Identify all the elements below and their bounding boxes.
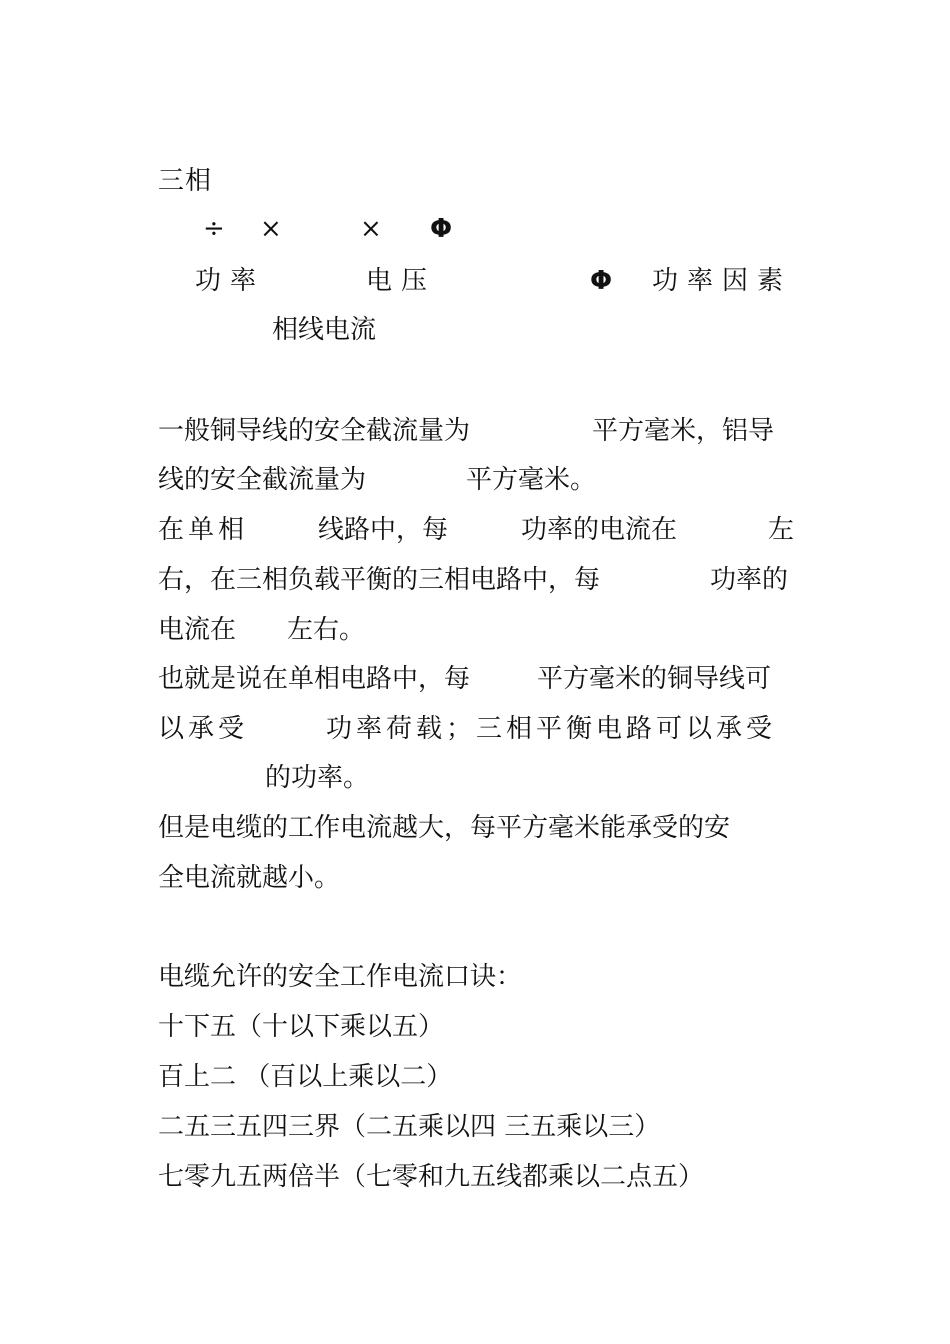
p4-line1: 但是电缆的工作电流越大，每平方毫米能承受的安 — [158, 813, 731, 843]
p4-line2: 全电流就越小。 — [158, 863, 341, 893]
p3-line3: 的功率。 — [265, 763, 370, 793]
mnemonic-line: 二五三五四三界（二五乘以四 三五乘以三） — [158, 1112, 661, 1142]
p2-line3-a: 电流在 — [158, 615, 237, 645]
p3-line1-b: 平方毫米的铜导线可 — [537, 664, 772, 694]
p1-line1-a: 一般铜导线的安全截流量为 — [158, 416, 471, 446]
mnemonic-line: 百上二 （百以上乘以二） — [158, 1062, 453, 1092]
p1-line2-a: 线的安全截流量为 — [158, 465, 367, 495]
legend-power: 功率 — [195, 266, 266, 296]
multiply-symbol: × — [260, 214, 282, 244]
mnemonic-line: 七零九五两倍半（七零和九五线都乘以二点五） — [158, 1162, 705, 1192]
legend-phase-current: 相线电流 — [272, 315, 377, 345]
formula-heading: 三相 — [158, 166, 213, 196]
mnemonic-line: 十下五（十以下乘以五） — [158, 1012, 445, 1042]
p2-line1-c: 功率的电流在 — [521, 515, 678, 545]
p3-line2-a: 以承受 — [158, 714, 249, 744]
p2-line1-b: 线路中，每 — [318, 515, 449, 545]
p2-line2-a: 右，在三相负载平衡的三相电路中，每 — [158, 565, 601, 595]
p3-line2-b: 功率荷载；三相平衡电路可以承受 — [326, 714, 777, 744]
p2-line3-b: 左右。 — [287, 615, 366, 645]
p2-line1-a: 在单相 — [158, 515, 249, 545]
p1-line1-b: 平方毫米，铝导 — [592, 416, 775, 446]
divide-symbol: ÷ — [203, 214, 225, 244]
p1-line2-b: 平方毫米。 — [466, 465, 597, 495]
p3-line1-a: 也就是说在单相电路中，每 — [158, 664, 471, 694]
multiply-symbol: × — [360, 214, 382, 244]
mnemonic-title: 电缆允许的安全工作电流口诀： — [158, 962, 523, 992]
p2-line2-b: 功率的 — [710, 565, 789, 595]
p2-line1-d: 左 — [768, 515, 795, 545]
legend-voltage: 电压 — [366, 266, 437, 296]
legend-phi: Φ — [590, 266, 613, 296]
phi-symbol: Φ — [430, 214, 453, 244]
legend-power-factor: 功率因素 — [652, 266, 793, 296]
